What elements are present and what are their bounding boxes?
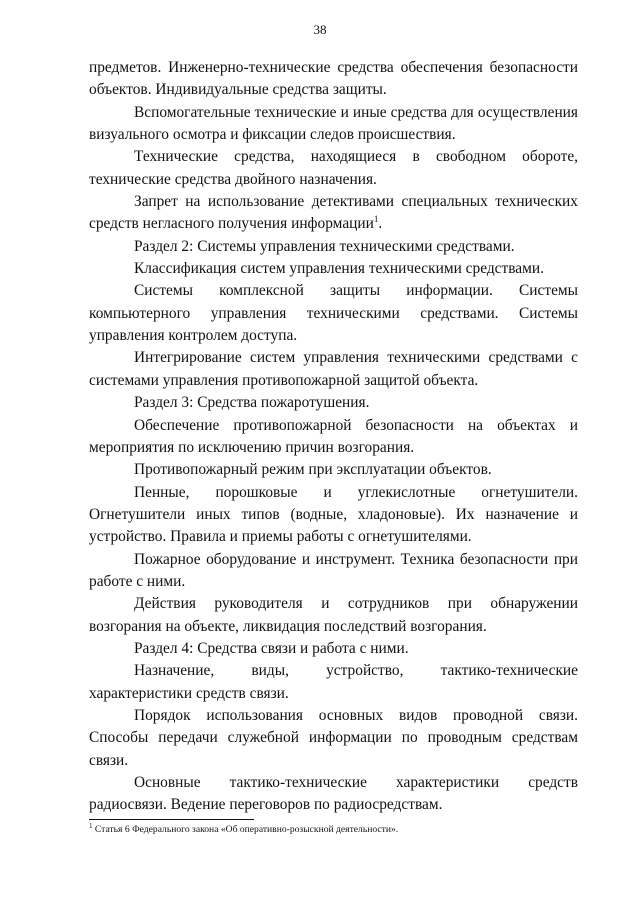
paragraph xyxy=(89,593,578,638)
paragraph-text: Интегрирование систем управления техническими средствами с системами управления противопожарной защитой объекта. xyxy=(89,349,578,389)
paragraph-text: Обеспечение противопожарной безопасности на объектах и мероприятия по исключению причин возгорания. xyxy=(89,416,578,456)
body-text xyxy=(89,57,578,817)
paragraph xyxy=(89,660,578,705)
paragraph-text: Назначение, виды, устройство, тактико-технические характеристики средств связи. xyxy=(89,662,578,702)
paragraph xyxy=(89,549,578,594)
paragraph xyxy=(89,280,578,347)
footnote-marker: 1 xyxy=(89,821,93,830)
paragraph-text: Действия руководителя и сотрудников при обнаружении возгорания на объекте, ликвидация последствий возгорания. xyxy=(89,595,578,635)
paragraph xyxy=(89,772,578,817)
footnote-divider xyxy=(89,819,254,820)
paragraph-text: Классификация систем управления техническими средствами. xyxy=(134,260,544,278)
paragraph-text: Технические средства, находящиеся в свободном обороте, технические средства двойного назначения. xyxy=(89,148,578,188)
section-heading xyxy=(89,236,578,258)
paragraph xyxy=(89,102,578,147)
paragraph-text: Раздел 2: Системы управления техническими средствами. xyxy=(134,237,515,255)
page-number: 38 xyxy=(313,22,327,37)
paragraph-text: Вспомогательные технические и иные средства для осуществления визуального осмотра и фиксации следов происшествия. xyxy=(89,103,578,144)
section-heading xyxy=(89,638,578,660)
paragraph-text: Основные тактико-технические характеристики средств радиосвязи. Ведение переговоров по радиосредствам. xyxy=(89,774,578,814)
paragraph-text: Пожарное оборудование и инструмент. Техника безопасности при работе с ними. xyxy=(89,550,578,590)
paragraph-text: Системы комплексной защиты информации. Системы компьютерного управления техническими средствами. Системы управления контролем доступа. xyxy=(89,282,578,345)
footnote-text: Статья 6 Федерального закона «Об оперативно-розыскной деятельности». xyxy=(92,824,399,835)
paragraph xyxy=(89,415,578,460)
paragraph-text: Порядок использования основных видов проводной связи. Способы передачи служебной информации по проводным средствам связи. xyxy=(89,706,578,769)
paragraph-text: Пенные, порошковые и углекислотные огнетушители. Огнетушители иных типов (водные, хладоновые). Их назначение и устройство. Правила и приемы работы с огнетушителями. xyxy=(89,483,578,546)
paragraph xyxy=(89,347,578,392)
paragraph xyxy=(89,191,578,236)
paragraph-text: Раздел 3: Средства пожаротушения. xyxy=(134,394,370,412)
paragraph xyxy=(89,705,578,772)
footnote-reference[interactable]: 1 xyxy=(373,214,379,225)
paragraph-text: Противопожарный режим при эксплуатации объектов. xyxy=(134,461,492,479)
paragraph-text: Запрет на использование детективами специальных технических средств негласного получения информации xyxy=(89,193,578,233)
paragraph-text: Раздел 4: Средства связи и работа с ними. xyxy=(134,639,409,657)
paragraph xyxy=(89,57,578,102)
section-heading xyxy=(89,392,578,414)
paragraph-text: предметов. Инженерно-технические средства обеспечения безопасности объектов. Индивидуальные средства защиты. xyxy=(89,59,578,99)
footnote xyxy=(89,821,578,836)
paragraph xyxy=(89,459,578,481)
paragraph xyxy=(89,146,578,191)
paragraph-tail: . xyxy=(378,215,383,233)
paragraph xyxy=(89,482,578,549)
paragraph xyxy=(89,258,578,280)
